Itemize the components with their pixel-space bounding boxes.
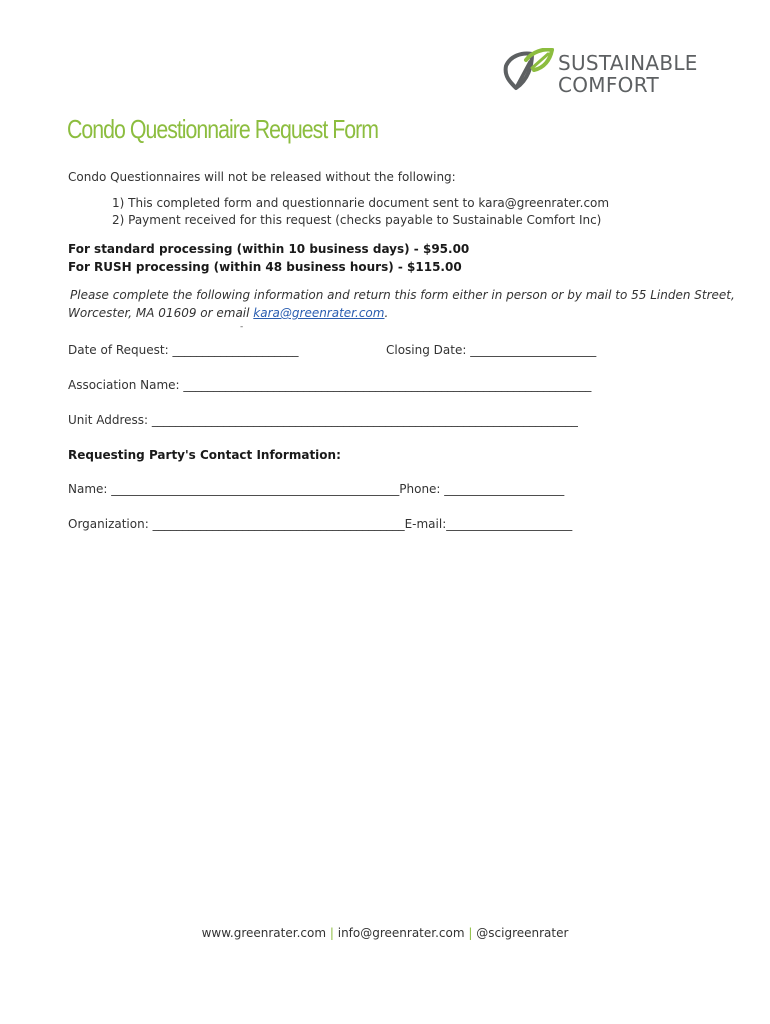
page-footer (0, 926, 770, 940)
logo-line-2: COMFORT (558, 73, 659, 97)
instructions-line-2 (68, 306, 388, 320)
organization-email-field[interactable]: Organization: __________________________________________E-mail:_____________________ (68, 517, 573, 531)
requirement-item-1: 1) This completed form and questionnarie document sent to kara@greenrater.com (112, 196, 610, 210)
intro-text: Condo Questionnaires will not be released without the following: (68, 170, 456, 184)
page-title: Condo Questionnaire Request Form (67, 114, 378, 144)
instructions-line-1: Please complete the following information and return this form either in person or by mail to 55 Linden Street, (70, 288, 735, 302)
unit-address-field[interactable]: Unit Address: _______________________________________________________________________ (68, 413, 578, 427)
rush-pricing: For RUSH processing (within 48 business hours) - $115.00 (68, 260, 462, 274)
leaf-logo-icon (502, 48, 554, 102)
instructions-prefix: Worcester, MA 01609 or email (68, 306, 254, 320)
email-link[interactable]: kara@greenrater.com (253, 306, 385, 320)
association-name-field[interactable]: Association Name: ____________________________________________________________________ (68, 378, 592, 392)
stray-dash: - (240, 322, 244, 332)
footer-website[interactable]: www.greenrater.com (201, 926, 327, 940)
standard-pricing: For standard processing (within 10 business days) - $95.00 (68, 242, 470, 256)
closing-date-field[interactable]: Closing Date: _____________________ (386, 343, 597, 357)
logo-line-1: SUSTAINABLE (558, 51, 698, 75)
footer-separator-1: | (329, 926, 334, 940)
footer-separator-2: | (468, 926, 473, 940)
company-logo (502, 48, 707, 102)
footer-social[interactable]: @scigreenrater (476, 926, 569, 940)
instructions-suffix: . (384, 306, 389, 320)
date-of-request-field[interactable]: Date of Request: _____________________ (68, 343, 299, 357)
requirement-item-2: 2) Payment received for this request (checks payable to Sustainable Comfort Inc) (112, 213, 602, 227)
name-phone-field[interactable]: Name: ________________________________________________Phone: ____________________ (68, 482, 565, 496)
contact-info-heading: Requesting Party's Contact Information: (68, 448, 341, 462)
footer-email[interactable]: info@greenrater.com (337, 926, 465, 940)
